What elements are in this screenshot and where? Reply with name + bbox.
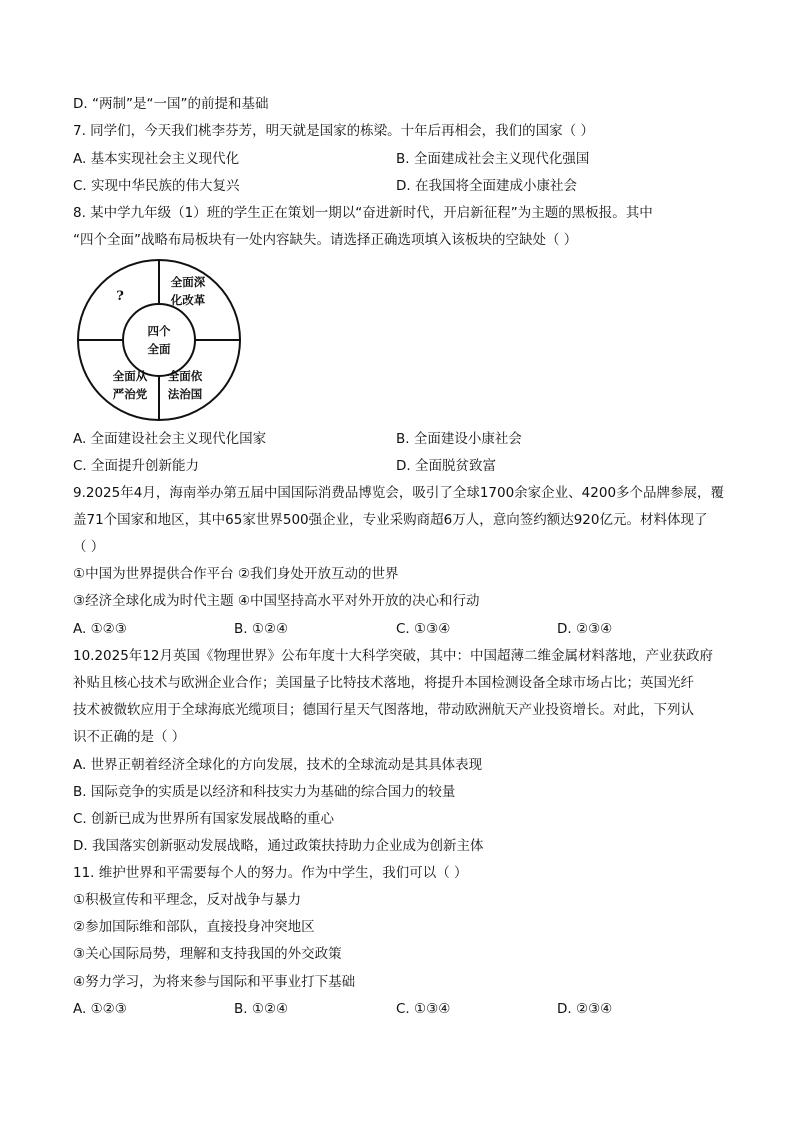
q9-option-a: A. ①②③ xyxy=(73,621,127,637)
bottom-left-label-line1: 全面从 xyxy=(112,369,148,383)
q10-stem-line2: 补贴且核心技术与欧洲企业合作；美国量子比特技术落地，将提升本国检测设备全球市场占比；英国光纤 xyxy=(73,675,694,691)
q7-option-c: C. 实现中华民族的伟大复兴 xyxy=(73,178,240,194)
q6-option-d: D. “两制”是“一国”的前提和基础 xyxy=(73,96,269,112)
center-label-line1: 四个 xyxy=(147,324,171,338)
q10-option-d: D. 我国落实创新驱动发展战略，通过政策扶持助力企业成为创新主体 xyxy=(73,838,484,854)
q8-option-a: A. 全面建设社会主义现代化国家 xyxy=(73,431,267,447)
q10-option-b: B. 国际竞争的实质是以经济和科技实力为基础的综合国力的较量 xyxy=(73,784,456,800)
q7-stem: 7. 同学们，今天我们桃李芬芳，明天就是国家的栋梁。十年后再相会，我们的国家（ ） xyxy=(73,123,594,139)
q9-stem-line3: （ ） xyxy=(73,539,105,555)
q10-stem-line3: 技术被微软应用于全球海底光缆项目；德国行星天气图落地，带动欧洲航天产业投资增长。对此，下列认 xyxy=(73,702,694,718)
q9-option-d: D. ②③④ xyxy=(557,621,613,637)
four-comprehensives-diagram xyxy=(76,258,242,422)
q9-stem-line2: 盖71个国家和地区，其中65家世界500强企业，专业采购商超6万人，意向签约额达920亿元。材料体现了 xyxy=(73,512,708,528)
q8-option-c: C. 全面提升创新能力 xyxy=(73,458,200,474)
q11-option-c: C. ①③④ xyxy=(396,1001,451,1017)
q7-option-a: A. 基本实现社会主义现代化 xyxy=(73,151,240,167)
q9-statements-1: ①中国为世界提供合作平台 ②我们身处开放互动的世界 xyxy=(73,566,399,582)
q10-option-a: A. 世界正朝着经济全球化的方向发展，技术的全球流动是其具体表现 xyxy=(73,757,483,773)
center-label-line2: 全面 xyxy=(147,342,171,356)
q8-stem-line2: “四个全面”战略布局板块有一处内容缺失。请选择正确选项填入该板块的空缺处（ ） xyxy=(73,232,578,248)
bottom-right-label-line2: 法治国 xyxy=(167,387,203,401)
q8-option-d: D. 全面脱贫致富 xyxy=(396,458,496,474)
q11-statement-3: ③关心国际局势，理解和支持我国的外交政策 xyxy=(73,946,342,962)
top-right-label-line2: 化改革 xyxy=(170,293,206,307)
q9-stem-line1: 9.2025年4月，海南举办第五届中国国际消费品博览会，吸引了全球1700余家企业、4200多个品牌参展，覆 xyxy=(73,485,725,501)
q11-option-b: B. ①②④ xyxy=(234,1001,289,1017)
missing-item-label: ? xyxy=(116,289,124,304)
q11-stem: 11. 维护世界和平需要每个人的努力。作为中学生，我们可以（ ） xyxy=(73,865,468,881)
q7-option-d: D. 在我国将全面建成小康社会 xyxy=(396,178,577,194)
top-right-label-line1: 全面深 xyxy=(170,275,206,289)
bottom-left-label-line2: 严治党 xyxy=(112,387,148,401)
q9-statements-2: ③经济全球化成为时代主题 ④中国坚持高水平对外开放的决心和行动 xyxy=(73,593,480,609)
q10-stem-line1: 10.2025年12月英国《物理世界》公布年度十大科学突破，其中：中国超薄二维金属材料落地，产业获政府 xyxy=(73,648,714,664)
q11-statement-2: ②参加国际维和部队，直接投身冲突地区 xyxy=(73,919,315,935)
q8-stem-line1: 8. 某中学九年级（1）班的学生正在策划一期以“奋进新时代，开启新征程”为主题的黑板报。其中 xyxy=(73,205,653,221)
q11-statement-4: ④努力学习，为将来参与国际和平事业打下基础 xyxy=(73,974,356,990)
q9-option-b: B. ①②④ xyxy=(234,621,289,637)
bottom-right-label-line1: 全面依 xyxy=(167,369,203,383)
q11-statement-1: ①积极宣传和平理念，反对战争与暴力 xyxy=(73,892,302,908)
q10-stem-line4: 识不正确的是（ ） xyxy=(73,729,186,745)
q10-option-c: C. 创新已成为世界所有国家发展战略的重心 xyxy=(73,811,335,827)
q11-option-d: D. ②③④ xyxy=(557,1001,613,1017)
q7-option-b: B. 全面建成社会主义现代化强国 xyxy=(396,151,590,167)
q11-option-a: A. ①②③ xyxy=(73,1001,127,1017)
q8-option-b: B. 全面建设小康社会 xyxy=(396,431,522,447)
q9-option-c: C. ①③④ xyxy=(396,621,451,637)
center-circle xyxy=(123,304,195,376)
